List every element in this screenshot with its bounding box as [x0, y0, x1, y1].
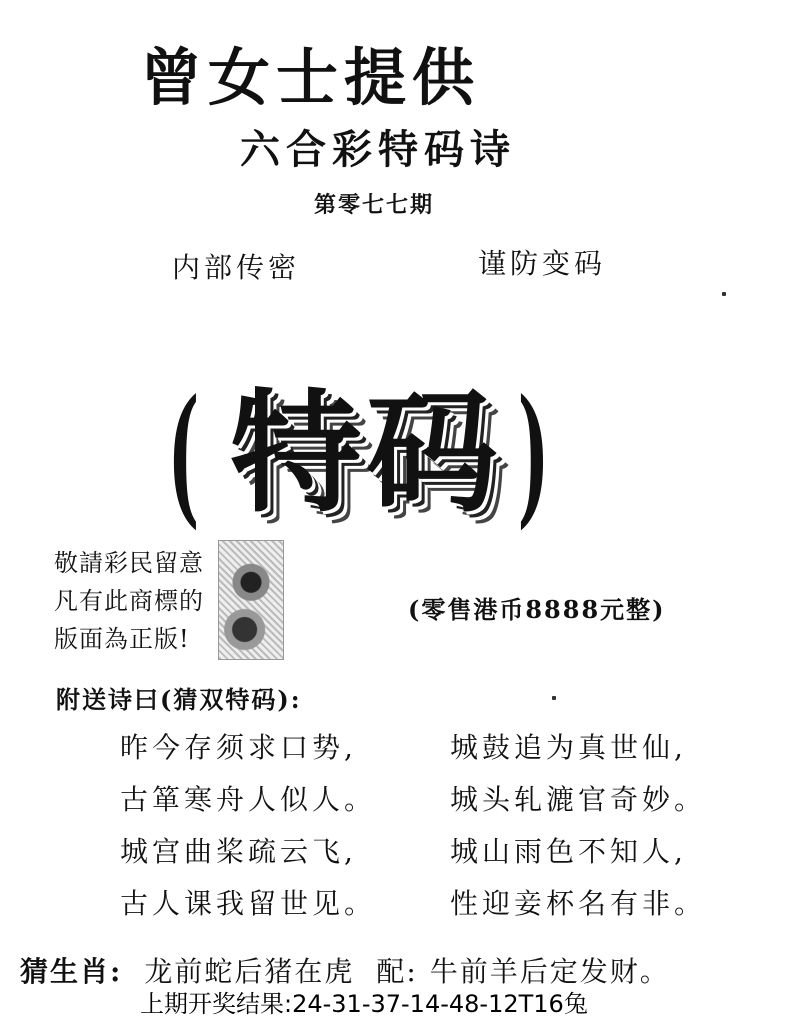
notice-line: 凡有此商標的	[54, 587, 204, 615]
banner-paren-right: )	[517, 367, 550, 543]
poem-line: 古箪寒舟人似人。	[120, 783, 377, 816]
last-draw-result: 上期开奖结果:24-31-37-14-48-12T16兔	[140, 990, 588, 1018]
zodiac-label: 猜生肖:	[20, 955, 123, 988]
poem-left-column	[120, 722, 376, 930]
poem-line: 城鼓追为真世仙,	[450, 731, 687, 764]
poem-line: 城山雨色不知人,	[450, 835, 687, 868]
match-label: 配:	[376, 955, 418, 988]
match-hint: 牛前羊后定发财。	[429, 955, 670, 988]
poem-line: 古人课我留世见。	[120, 887, 377, 920]
page-title: 曾女士提供	[140, 41, 481, 114]
notice-line: 版面為正版!	[54, 625, 190, 653]
banner-paren-left: (	[167, 367, 200, 543]
zodiac-hint: 龙前蛇后猪在虎	[144, 955, 355, 988]
notice-line: 敬請彩民留意	[54, 549, 204, 577]
price-label: (零售港币8888元整)	[408, 595, 666, 624]
poem-line: 性迎妾杯名有非。	[450, 887, 707, 920]
poem-line: 城宫曲桨疏云飞,	[120, 835, 357, 868]
scan-speck	[722, 292, 726, 296]
tag-internal-secret: 内部传密	[172, 251, 301, 284]
main-banner	[167, 367, 578, 543]
trademark-seal-icon	[218, 540, 284, 660]
poem-right-column	[450, 722, 706, 930]
authenticity-notice	[54, 544, 204, 658]
poem-heading: 附送诗曰(猜双特码):	[56, 685, 302, 714]
scan-speck	[552, 696, 556, 700]
poem-line: 昨今存须求口势,	[120, 731, 357, 764]
banner-title: 特码	[230, 376, 502, 531]
page-subtitle: 六合彩特码诗	[240, 126, 516, 173]
tag-beware-change: 谨防变码	[478, 247, 607, 280]
poem-line: 城头轧漉官奇妙。	[450, 783, 707, 816]
issue-number: 第零七七期	[314, 192, 435, 218]
